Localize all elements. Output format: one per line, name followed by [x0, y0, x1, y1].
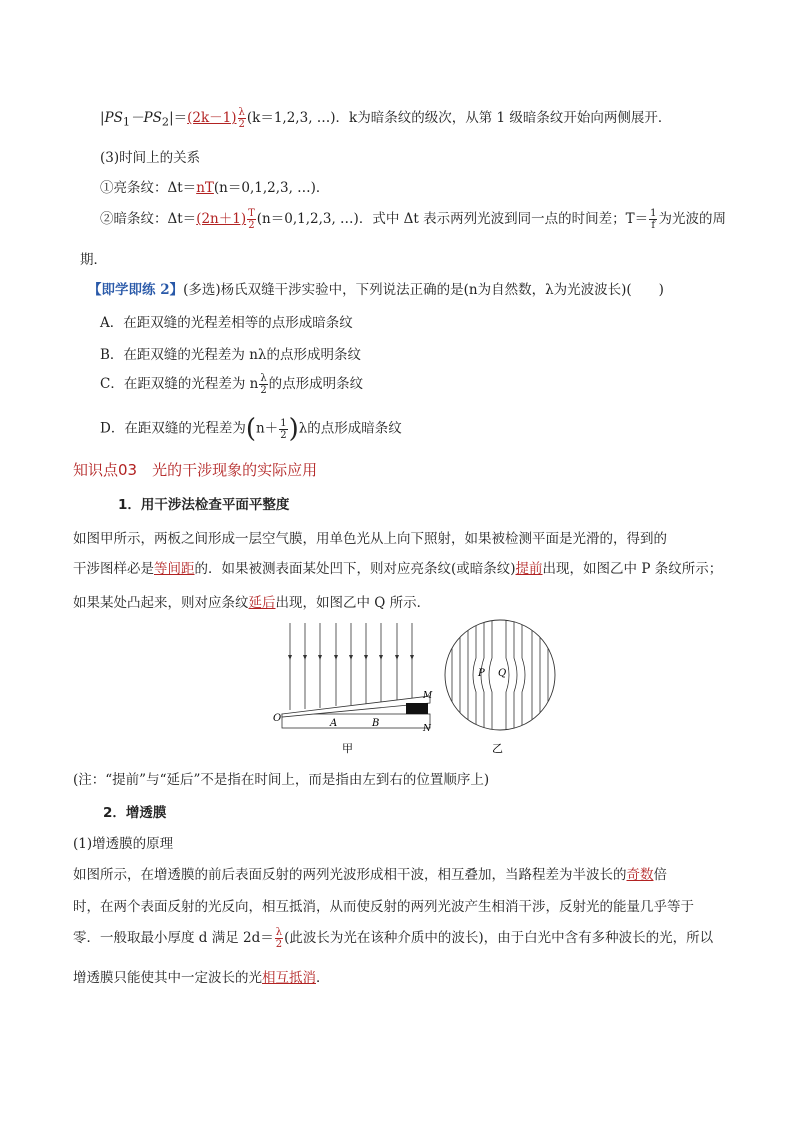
section-heading: 知识点03 光的干涉现象的实际应用 — [73, 461, 318, 479]
answer-blank: nT — [196, 180, 214, 196]
paragraph-line: 如图甲所示，两板之间形成一层空气膜，用单色光从上向下照射，如果被检测平面是光滑的，得到的 — [73, 531, 667, 547]
dark-fringe-time: ②暗条纹：Δt＝(2n＋1) $\frac{T}{2}$ (n＝0,1,2,3, …)．式中 Δt 表示两列光波到同一点的时间差；T＝ $\frac{1}{f}$ 为光波的周 — [100, 208, 726, 231]
subsection-ar-film-title: 2．增透膜 — [103, 805, 167, 821]
interference-figure — [270, 618, 560, 760]
label-a: A — [330, 718, 338, 729]
label-b: B — [372, 718, 380, 729]
fraction: $\frac{\lambda}{2}$ — [275, 927, 283, 950]
fraction: $\frac{1}{2}$ — [280, 417, 287, 441]
label-q: Q — [498, 668, 507, 679]
answer-blank: 等间距 — [154, 561, 195, 577]
option-b: B．在距双缝的光程差为 nλ的点形成明条纹 — [100, 347, 361, 363]
exercise-stem: 【即学即练 2】(多选)杨氏双缝干涉实验中，下列说法正确的是(n为自然数，λ为光波波长)( ) — [88, 282, 664, 298]
option-a: A．在距双缝的光程差相等的点形成暗条纹 — [100, 315, 353, 331]
answer-blank: 相互抵消 — [262, 970, 316, 986]
label-n: N — [423, 724, 431, 734]
paragraph-line: 如果某处凸起来，则对应条纹延后出现，如图乙中 Q 所示． — [73, 595, 431, 611]
bottom-plate — [282, 714, 430, 728]
caption-yi: 乙 — [492, 742, 503, 755]
formula-dark-fringe-path: $|PS_1-PS_2|=(2k-1)$ $\frac{\lambda}{2}$ (k＝1,2,3, …)．k为暗条纹的级次，从第 1 级暗条纹开始向两侧展开． — [100, 107, 672, 130]
paragraph-line: 时，在两个表面反射的光反向，相互抵消，从而使反射的两列光波产生相消干涉，反射光的能量几乎等于 — [73, 899, 694, 915]
option-d: D．在距双缝的光程差为(n＋ $\frac{1}{2}$ )λ的点形成暗条纹 — [100, 414, 402, 444]
ar-principle-title: (1)增透膜的原理 — [73, 836, 174, 852]
fraction: $\frac{T}{2}$ — [248, 208, 255, 231]
answer-blank: 提前 — [515, 561, 543, 577]
fraction: $\frac{\lambda}{2}$ — [260, 373, 267, 396]
paragraph-line: 增透膜只能使其中一定波长的光相互抵消． — [73, 970, 330, 986]
exercise-tag: 【即学即练 2】 — [88, 282, 184, 298]
fraction: $\frac{1}{f}$ — [650, 208, 657, 231]
note: (注：“提前”与“延后”不是指在时间上，而是指由左到右的位置顺序上) — [73, 772, 490, 788]
bright-fringe-time: ①亮条纹：Δt＝nT(n＝0,1,2,3, …)． — [100, 180, 330, 196]
answer-blank: (2n＋1) — [196, 211, 247, 227]
answer-blank: (2k－1) — [187, 110, 237, 126]
caption-jia: 甲 — [342, 742, 353, 755]
answer-blank: 延后 — [248, 595, 276, 611]
answer-blank: 奇数 — [626, 867, 654, 883]
incident-rays — [290, 623, 412, 710]
ray-arrows — [288, 655, 414, 660]
period-continuation: 期． — [80, 252, 107, 268]
paragraph-line: 干涉图样必是等间距的．如果被测表面某处凹下，则对应亮条纹(或暗条纹)提前出现，如图乙中 P 条纹所示； — [73, 561, 723, 577]
fraction: $\frac{\lambda}{2}$ — [238, 107, 245, 130]
time-relation-title: (3)时间上的关系 — [100, 150, 201, 166]
label-p: P — [478, 668, 485, 679]
subsection-flatness-title: 1．用干涉法检查平面平整度 — [118, 497, 290, 513]
label-o: O — [273, 713, 282, 724]
paragraph-line: 零．一般取最小厚度 d 满足 2d＝ $\frac{\lambda}{2}$ (此波长为光在该种介质中的波长)，由于白光中含有多种波长的光，所以 — [73, 927, 714, 950]
label-m: M — [423, 691, 433, 701]
paragraph-line: 如图所示，在增透膜的前后表面反射的两列光波形成相干波，相互叠加，当路程差为半波长的奇数倍 — [73, 867, 667, 883]
option-c: C．在距双缝的光程差为 n $\frac{\lambda}{2}$ 的点形成明条纹 — [100, 373, 364, 396]
spacer-block — [406, 703, 428, 714]
